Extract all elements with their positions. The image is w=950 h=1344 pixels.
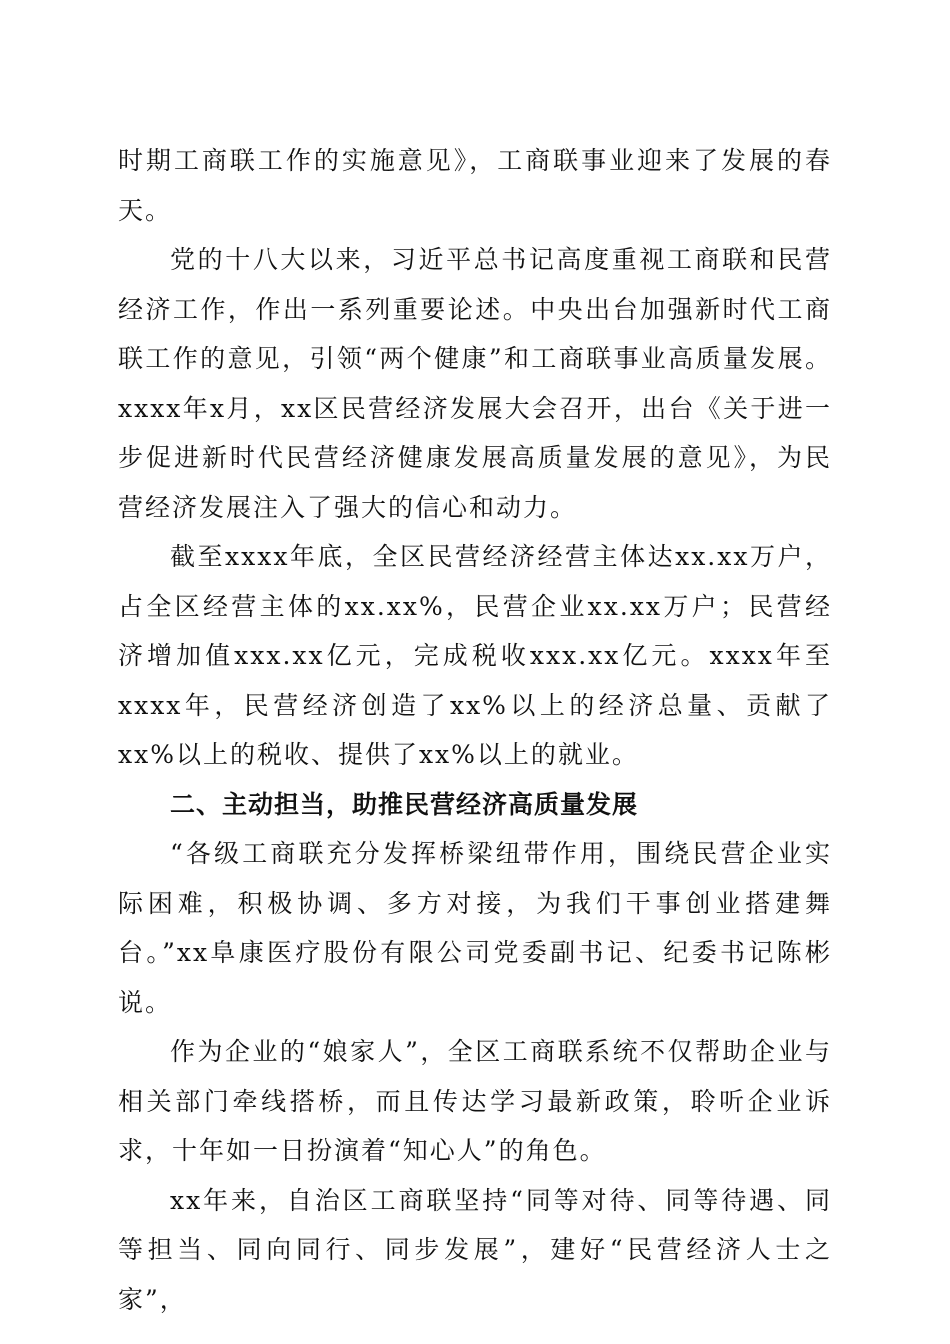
paragraph-party-congress: 党的十八大以来，习近平总书记高度重视工商联和民营经济工作，作出一系列重要论述。中央出台加强新时代工商联工作的意见，引领“两个健康”和工商联事业高质量发展。xxxx年x月，xx区民营经济发展大会召开，出台《关于进一步促进新时代民营经济健康发展高质量发展的意见》，为民营经济发展注入了强大的信心和动力。 — [118, 245, 832, 522]
document-body — [118, 136, 832, 1324]
section-heading: 二、主动担当，助推民营经济高质量发展 — [170, 789, 639, 819]
paragraph-quote: “各级工商联充分发挥桥梁纽带作用，围绕民营企业实际困难，积极协调、多方对接，为我们干事创业搭建舞台。”xx阜康医疗股份有限公司党委副书记、纪委书记陈彬说。 — [118, 839, 832, 1017]
paragraph-family: 作为企业的“娘家人”，全区工商联系统不仅帮助企业与相关部门牵线搭桥，而且传达学习最新政策，聆听企业诉求，十年如一日扮演着“知心人”的角色。 — [118, 1037, 832, 1165]
paragraph-region: xx年来，自治区工商联坚持“同等对待、同等待遇、同等担当、同向同行、同步发展”，建好“民营经济人士之家”， — [118, 1185, 832, 1314]
paragraph-continuation: 时期工商联工作的实施意见》，工商联事业迎来了发展的春天。 — [118, 146, 832, 225]
paragraph-statistics: 截至xxxx年底，全区民营经济经营主体达xx.xx万户，占全区经营主体的xx.xx%，民营企业xx.xx万户；民营经济增加值xxx.xx亿元，完成税收xxx.xx亿元。xxxx年至xxxx年，民营经济创造了xx%以上的经济总量、贡献了xx%以上的税收、提供了xx%以上的就业。 — [118, 542, 832, 769]
